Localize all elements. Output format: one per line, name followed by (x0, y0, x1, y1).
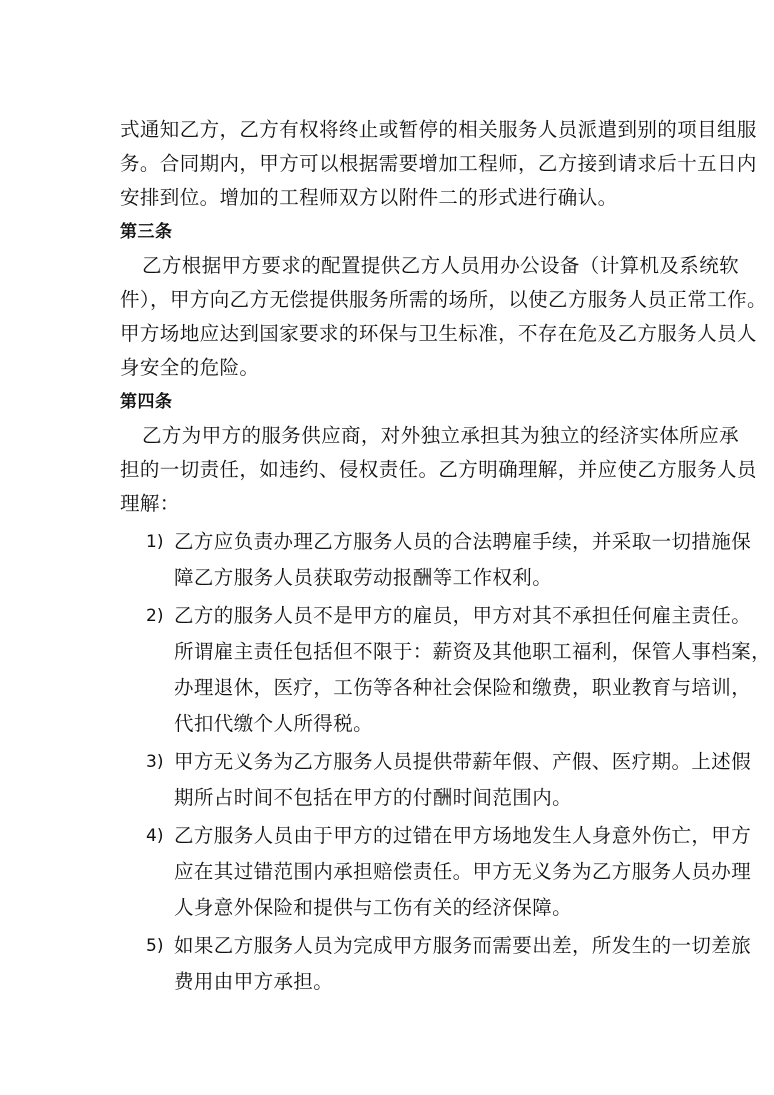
article-4-line-1: 乙方为甲方的服务供应商，对外独立承担其为独立的经济实体所应承 (142, 424, 740, 447)
article-4-heading: 第四条 (120, 392, 173, 412)
list-item-line: 期所占时间不包括在甲方的付酬时间范围内。 (174, 786, 573, 809)
intro-line-1: 式通知乙方，乙方有权将终止或暂停的相关服务人员派遣到别的项目组服 (120, 118, 757, 141)
list-item-line: 所谓雇主责任包括但不限于：薪资及其他职工福利，保管人事档案， (174, 640, 772, 663)
list-item-number: 4) (146, 826, 164, 846)
article-3-line-2: 件），甲方向乙方无偿提供服务所需的场所，以使乙方服务人员正常工作。 (120, 288, 767, 311)
list-item-line: 障乙方服务人员获取劳动报酬等工作权利。 (174, 566, 553, 589)
article-4-line-2: 担的一切责任，如违约、侵权责任。乙方明确理解，并应使乙方服务人员 (120, 458, 757, 481)
list-item-line: 乙方应负责办理乙方服务人员的合法聘雇手续，并采取一切措施保 (174, 530, 752, 553)
list-item-line: 甲方无义务为乙方服务人员提供带薪年假、产假、医疗期。上述假 (174, 750, 752, 773)
article-3-line-4: 身安全的危险。 (120, 356, 260, 379)
list-item-number: 1) (146, 532, 164, 552)
list-item-line: 代扣代缴个人所得税。 (174, 712, 374, 735)
intro-line-3: 安排到位。增加的工程师双方以附件二的形式进行确认。 (120, 186, 618, 209)
list-item-line: 乙方的服务人员不是甲方的雇员，甲方对其不承担任何雇主责任。 (174, 604, 752, 627)
list-item-line: 如果乙方服务人员为完成甲方服务而需要出差，所发生的一切差旅 (174, 934, 752, 957)
article-4-line-3: 理解： (120, 492, 180, 515)
article-3-line-1: 乙方根据甲方要求的配置提供乙方人员用办公设备（计算机及系统软 (142, 254, 740, 277)
list-item-number: 3) (146, 752, 164, 772)
list-item-line: 乙方服务人员由于甲方的过错在甲方场地发生人身意外伤亡，甲方 (174, 824, 752, 847)
list-item-number: 5) (146, 936, 164, 956)
article-3-heading: 第三条 (120, 222, 173, 242)
list-item-line: 费用由甲方承担。 (174, 970, 334, 993)
list-item-line: 办理退休，医疗，工伤等各种社会保险和缴费，职业教育与培训， (174, 676, 752, 699)
intro-line-2: 务。合同期内，甲方可以根据需要增加工程师，乙方接到请求后十五日内 (120, 152, 757, 175)
article-3-line-3: 甲方场地应达到国家要求的环保与卫生标准，不存在危及乙方服务人员人 (120, 322, 757, 345)
list-item-number: 2) (146, 606, 164, 626)
list-item-line: 应在其过错范围内承担赔偿责任。甲方无义务为乙方服务人员办理 (174, 860, 752, 883)
list-item-line: 人身意外保险和提供与工伤有关的经济保障。 (174, 896, 573, 919)
